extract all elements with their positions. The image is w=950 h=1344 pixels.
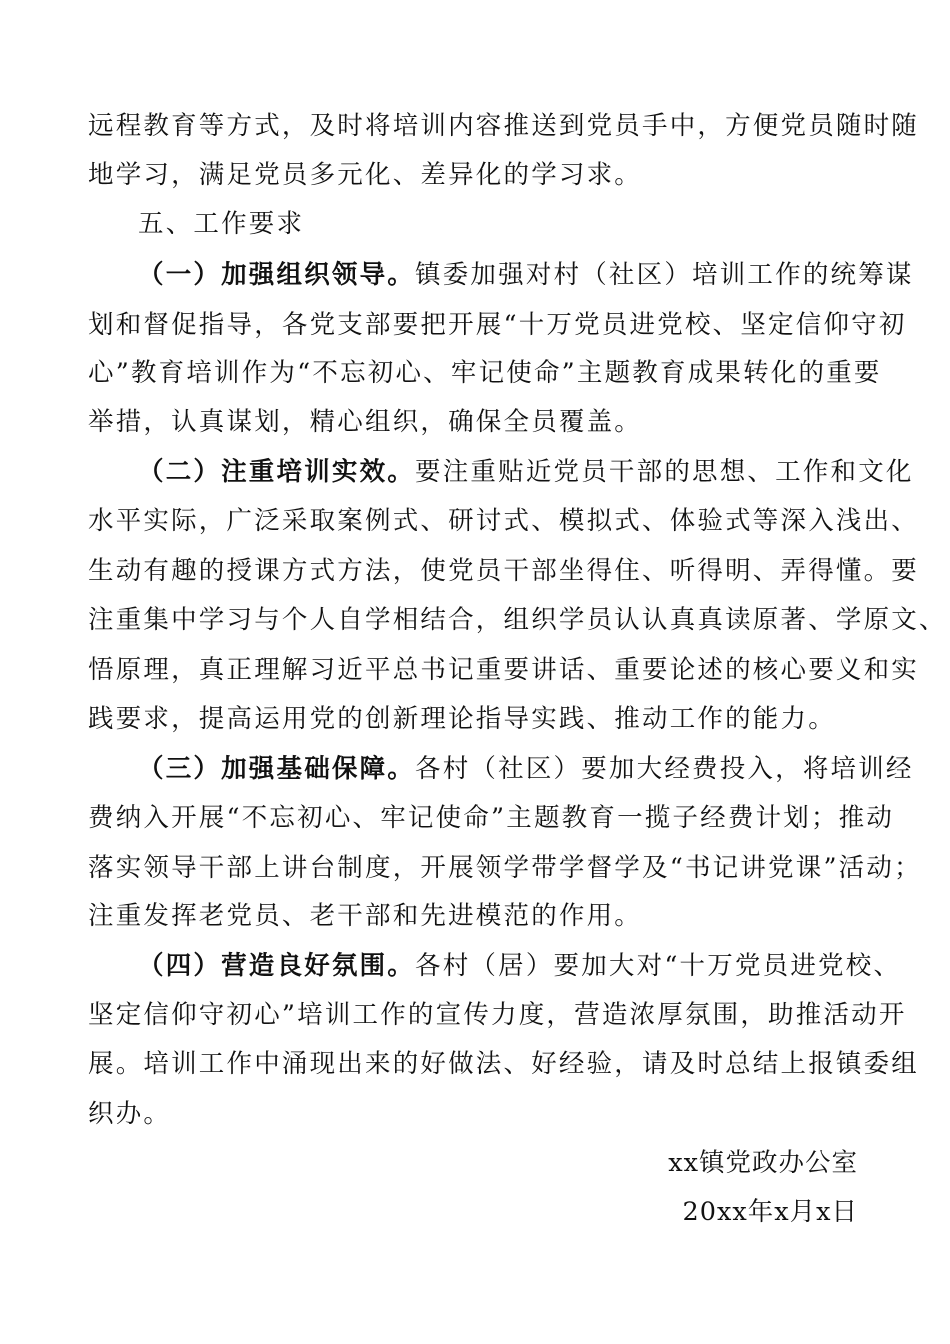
section-4-text: 各村（居）要加大对“十万党员进党校、	[415, 951, 902, 981]
section-2-heading: （二）注重培训实效。	[138, 457, 416, 487]
paragraph-line: 水平实际，广泛采取案例式、研讨式、模拟式、体验式等深入浅出、	[88, 506, 920, 536]
paragraph-line: 地学习，满足党员多元化、差异化的学习求。	[88, 160, 643, 190]
signature-office: xx镇党政办公室	[668, 1148, 858, 1178]
paragraph-line: 注重发挥老党员、老干部和先进模范的作用。	[88, 901, 643, 931]
section-2-first-line	[138, 456, 928, 488]
paragraph-line: 费纳入开展“不忘初心、牢记使命”主题教育一揽子经费计划；推动	[88, 803, 895, 833]
paragraph-line: 织办。	[88, 1099, 172, 1129]
paragraph-line: 远程教育等方式，及时将培训内容推送到党员手中，方便党员随时随	[88, 111, 920, 141]
section-3-first-line	[138, 753, 928, 785]
section-1-heading: （一）加强组织领导。	[138, 260, 416, 290]
section-4-heading: （四）营造良好氛围。	[138, 951, 416, 981]
section-2-text: 要注重贴近党员干部的思想、工作和文化	[415, 457, 914, 487]
paragraph-line: 落实领导干部上讲台制度，开展领学带学督学及“书记讲党课”活动；	[88, 853, 922, 883]
section-1-text: 镇委加强对村（社区）培训工作的统筹谋	[415, 260, 914, 290]
section-title: 五、工作要求	[138, 209, 305, 239]
paragraph-line: 举措，认真谋划，精心组织，确保全员覆盖。	[88, 407, 643, 437]
section-3-text: 各村（社区）要加大经费投入，将培训经	[415, 754, 914, 784]
section-3-heading: （三）加强基础保障。	[138, 754, 416, 784]
paragraph-line: 坚定信仰守初心”培训工作的宣传力度，营造浓厚氛围，助推活动开	[88, 1000, 907, 1030]
paragraph-line: 悟原理，真正理解习近平总书记重要讲话、重要论述的核心要义和实	[88, 655, 920, 685]
paragraph-line: 生动有趣的授课方式方法，使党员干部坐得住、听得明、弄得懂。要	[88, 556, 920, 586]
section-4-first-line	[138, 950, 928, 982]
signature-date: 20xx年x月x日	[682, 1197, 858, 1227]
paragraph-line: 注重集中学习与个人自学相结合，组织学员认认真真读原著、学原文、	[88, 605, 947, 635]
section-1-first-line	[138, 259, 928, 291]
paragraph-line: 划和督促指导，各党支部要把开展“十万党员进党校、坚定信仰守初	[88, 310, 907, 340]
paragraph-line: 展。培训工作中涌现出来的好做法、好经验，请及时总结上报镇委组	[88, 1049, 920, 1079]
paragraph-line: 心”教育培训作为“不忘初心、牢记使命”主题教育成果转化的重要	[88, 358, 882, 388]
paragraph-line: 践要求，提高运用党的创新理论指导实践、推动工作的能力。	[88, 704, 836, 734]
